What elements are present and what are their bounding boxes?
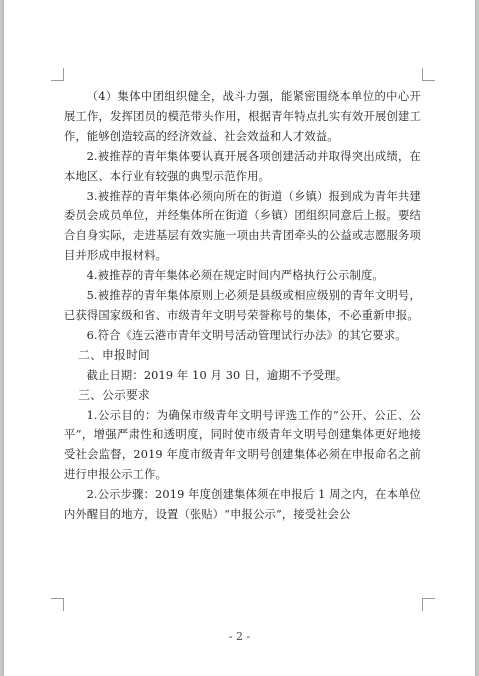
margin-corner-bottom-right: [422, 598, 435, 611]
document-body: [64, 87, 421, 525]
paragraph-publicity-purpose: 1.公示目的：为确保市级青年文明号评选工作的“公开、公正、公平”，增强严肃性和透明度，同时使市级青年文明号创建集体更好地接受社会监督，2019 年度市级青年文明号创建集体必须在申报命名之前进行申报公示工作。: [64, 408, 421, 482]
paragraph-publicity-steps: 2.公示步骤：2019 年度创建集体须在申报后 1 周之内，在本单位内外醒目的地方，设置（张贴）“申报公示”，接受社会公: [64, 488, 421, 522]
document-page: [4, 0, 475, 676]
page-number: - 2 -: [228, 630, 251, 643]
margin-corner-top-left: [51, 68, 64, 81]
margin-corner-bottom-left: [51, 598, 64, 611]
paragraph-requirement-5: 5.被推荐的青年集体原则上必须是县级或相应级别的青年文明号，已获得国家级和省、市级青年文明号荣誉称号的集体，不必重新申报。: [64, 289, 421, 322]
paragraph-condition-4: （4）集体中团组织健全，战斗力强，能紧密围绕本单位的中心开展工作，发挥团员的模范带头作用，根据青年特点扎实有效开展创建工作，能够创造较高的经济效益、社会效益和人才效益。: [64, 90, 421, 143]
margin-corner-top-right: [422, 68, 435, 81]
heading-application-time: 二、申报时间: [78, 347, 150, 362]
heading-publicity-requirements: 三、公示要求: [78, 387, 150, 402]
paragraph-requirement-2: 2.被推荐的青年集体要认真开展各项创建活动并取得突出成绩，在本地区、本行业有较强的典型示范作用。: [64, 149, 421, 183]
paragraph-requirement-6: 6.符合《连云港市青年文明号活动管理试行办法》的其它要求。: [86, 328, 407, 342]
paragraph-deadline: 截止日期：2019 年 10 月 30 日，逾期不予受理。: [86, 368, 348, 382]
paragraph-requirement-3: 3.被推荐的青年集体必须向所在的街道（乡镇）报到成为青年共建委员会成员单位，并经集体所在街道（乡镇）团组织同意后上报。要结合自身实际，走进基层有效实施一项由共青团牵头的公益或志愿服务项目并形成申报材料。: [64, 189, 421, 263]
paragraph-requirement-4: 4.被推荐的青年集体必须在规定时间内严格执行公示制度。: [86, 269, 384, 283]
